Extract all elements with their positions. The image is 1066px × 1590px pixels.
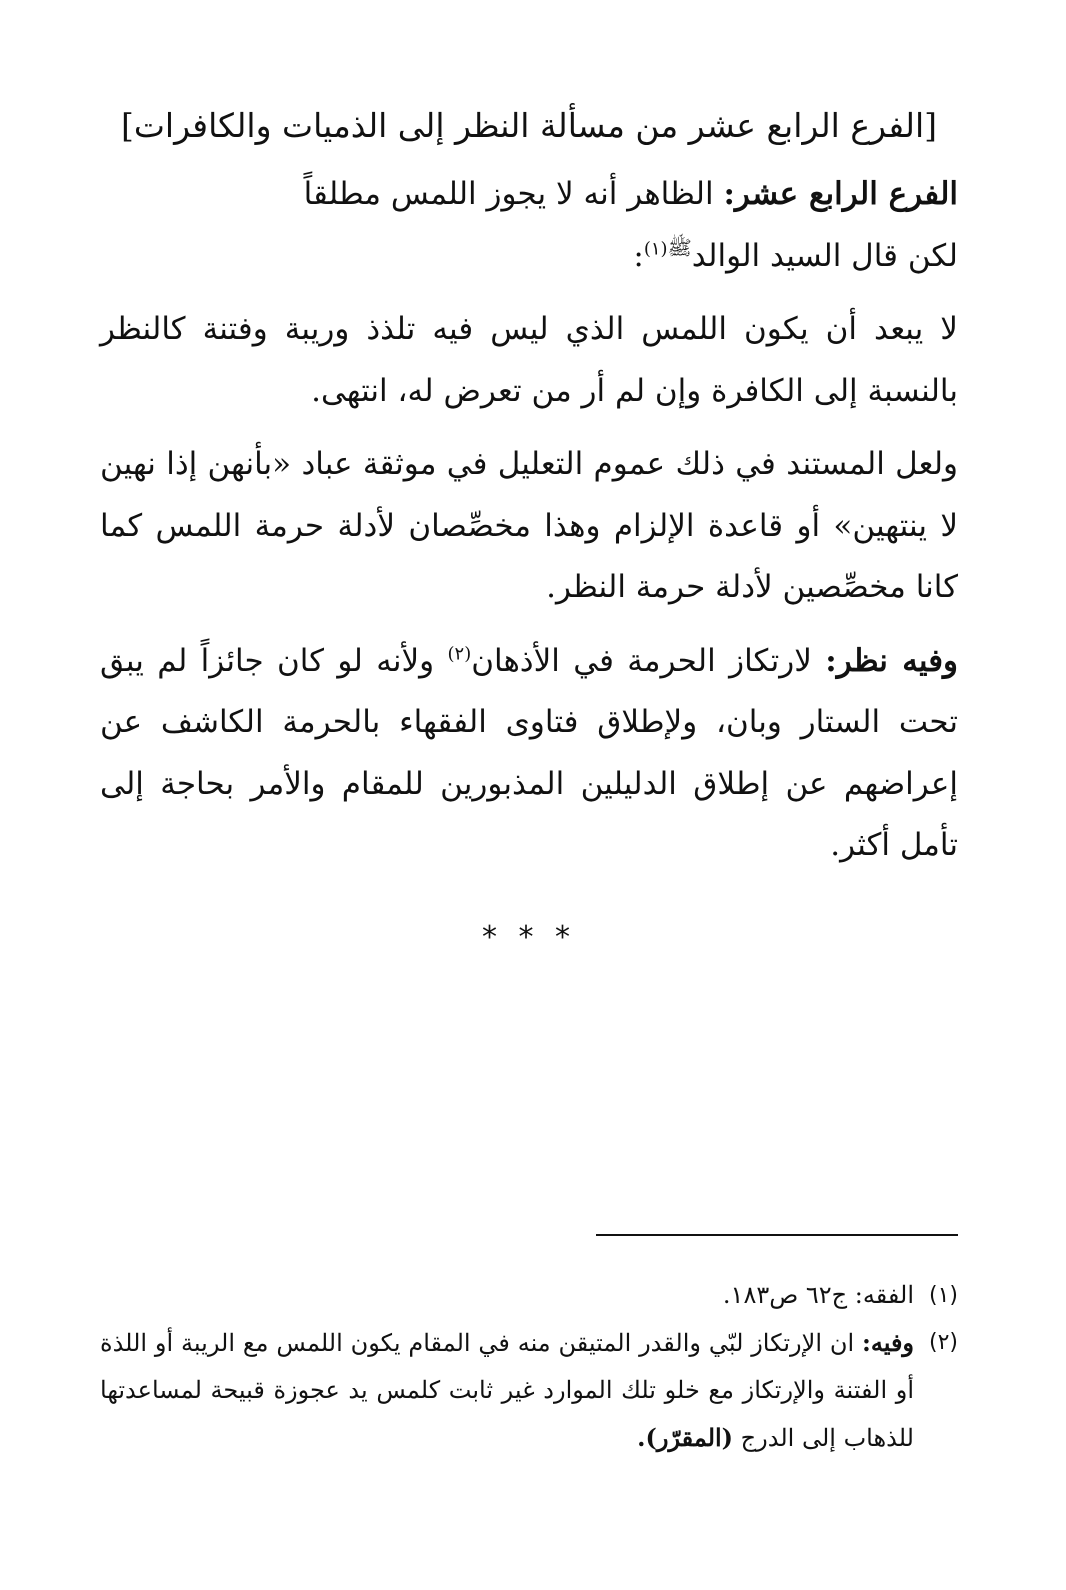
branch-lead: الفرع الرابع عشر: xyxy=(723,176,958,212)
section-heading: [الفرع الرابع عشر من مسألة النظر إلى الذميات والكافرات] xyxy=(120,106,938,145)
paragraph-objection xyxy=(100,631,958,877)
footnote-lead: وفيه: xyxy=(861,1328,914,1357)
section-separator: * * * xyxy=(481,919,577,955)
paragraph-quote: لا يبعد أن يكون اللمس الذي ليس فيه تلذذ وريبة وفتنة كالنظر بالنسبة إلى الكافرة وإن لم أر من تعرض له، انتهى. xyxy=(100,311,958,409)
branch-text: الظاهر أنه لا يجوز اللمس مطلقاً xyxy=(303,176,724,212)
footnote-body xyxy=(100,1319,914,1462)
footnote-2 xyxy=(100,1319,958,1462)
paragraph-quote-intro xyxy=(100,226,958,288)
paragraph-evidence: ولعل المستند في ذلك عموم التعليل في موثقة عباد «بأنهن إذا نهين لا ينتهين» أو قاعدة الإلزام وهذا مخصِّصان لأدلة حرمة اللمس كما كانا مخصِّصين لأدلة حرمة النظر. xyxy=(100,446,958,605)
footnote-divider xyxy=(596,1234,958,1236)
footnote-text: الفقه: ج٦٢ ص١٨٣. xyxy=(722,1281,914,1309)
quote-intro-colon: : xyxy=(633,237,644,274)
footnote-ref-1[interactable]: (١) xyxy=(643,238,668,260)
footnotes xyxy=(100,1272,958,1462)
footnote-number: (١) xyxy=(928,1283,958,1308)
honorific-glyph: ﷺ xyxy=(667,235,692,260)
quote-intro-text: لكن قال السيد الوالد xyxy=(691,237,958,274)
footnote-ref-2[interactable]: (٢) xyxy=(447,643,472,665)
footnote-1 xyxy=(100,1272,958,1319)
footnote-number: (٢) xyxy=(928,1330,958,1355)
footnote-text: ان الإرتكاز لبّي والقدر المتيقن منه في المقام يكون اللمس مع الريبة أو اللذة أو الفتنة والإرتكاز مع خلو تلك الموارد غير ثابت كلمس يد عجوزة قبيحة لمساعدتها للذهاب إلى الدرج xyxy=(100,1329,914,1452)
footnote-body xyxy=(100,1272,914,1319)
objection-lead: وفيه نظر: xyxy=(825,642,958,679)
footnote-attribution: (المقرّر). xyxy=(637,1423,734,1452)
paragraph-branch-statement xyxy=(100,164,958,226)
objection-text-a: لارتكاز الحرمة في الأذهان xyxy=(471,642,826,679)
main-text xyxy=(100,96,958,963)
objection-text-b: ولأنه لو كان جائزاً لم يبق تحت الستار وبان، ولإطلاق فتاوى الفقهاء بالحرمة الكاشف عن إعراضهم عن إطلاق الدليلين المذبورين للمقام والأمر بحاجة إلى تأمل أكثر. xyxy=(100,642,958,863)
